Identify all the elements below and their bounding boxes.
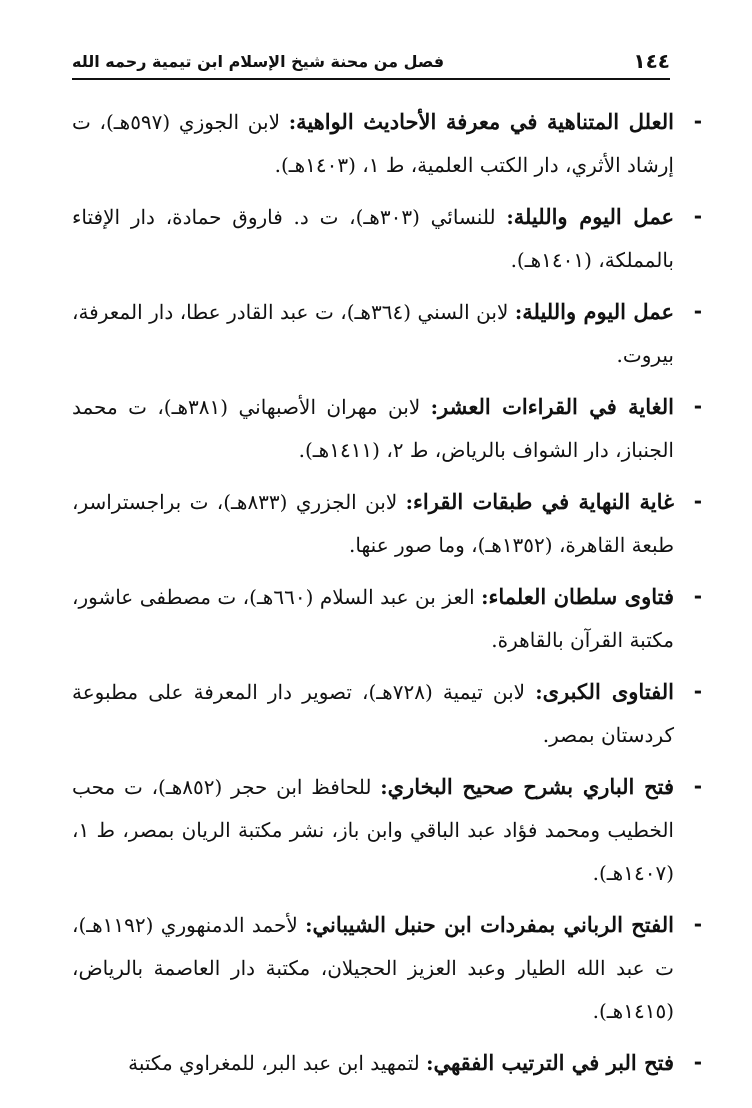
bibliography-list [72,100,702,1093]
entry-title: الفتاوى الكبرى [542,679,675,704]
page-number: ١٤٤ [633,49,670,73]
entry-details: العز بن عبد السلام (٦٦٠هـ)، ت مصطفى عاشور، مكتبة القرآن بالقاهرة. [72,585,674,652]
entry-details: للحافظ ابن حجر (٨٥٢هـ)، ت محب الخطيب ومحمد فؤاد عبد الباقي وابن باز، نشر مكتبة الريان بمصر، ط ١، (١٤٠٧هـ). [72,775,674,885]
bibliography-entry [72,290,702,377]
entry-title: عمل اليوم والليلة [522,299,674,324]
bibliography-entry [72,1041,702,1085]
entry-separator: : [380,775,388,799]
bibliography-entry [72,765,702,895]
entry-details: لابن الجزري (٨٣٣هـ)، ت براجستراسر، طبعة القاهرة، (١٣٥٢هـ)، وما صور عنها. [72,490,674,557]
entry-separator: : [535,680,543,704]
bibliography-entry [72,100,702,187]
entry-details: لابن السني (٣٦٤هـ)، ت عبد القادر عطا، دار المعرفة، بيروت. [72,300,674,367]
entry-separator: : [506,205,514,229]
entry-bullet: - [693,109,702,133]
bibliography-entry [72,575,702,662]
entry-details: لابن الجوزي (٥٩٧هـ)، ت إرشاد الأثري، دار الكتب العلمية، ط ١، (١٤٠٣هـ). [72,110,674,177]
bibliography-entry [72,480,702,567]
entry-title: عمل اليوم والليلة [513,204,674,229]
entry-title: العلل المتناهية في معرفة الأحاديث الواهية [296,109,675,134]
entry-separator: : [481,585,489,609]
entry-bullet: - [693,204,702,228]
entry-bullet: - [693,679,702,703]
bibliography-entry [72,195,702,282]
entry-title: الغاية في القراءات العشر [438,394,675,419]
entry-separator: : [405,490,414,514]
entry-bullet: - [693,584,702,608]
running-title: فصل من محنة شيخ الإسلام ابن تيمية رحمه الله [72,51,445,71]
entry-title: فتح البر في الترتيب الفقهي [433,1050,674,1075]
entry-separator: : [426,1051,434,1075]
bibliography-entry [72,903,702,1033]
entry-title: فتح الباري بشرح صحيح البخاري [387,774,675,799]
entry-separator: : [514,300,523,324]
page-header [72,44,670,80]
entry-separator: : [430,395,439,419]
entry-bullet: - [693,394,702,418]
entry-details: لابن مهران الأصبهاني (٣٨١هـ)، ت محمد الجنباز، دار الشواف بالرياض، ط ٢، (١٤١١هـ). [72,395,674,462]
entry-title: فتاوى سلطان العلماء [488,584,674,609]
entry-title: غاية النهاية في طبقات القراء [413,489,675,514]
entry-details: لتمهيد ابن عبد البر، للمغراوي مكتبة [128,1051,427,1075]
entry-separator: : [305,913,313,937]
entry-bullet: - [693,774,702,798]
entry-details: لأحمد الدمنهوري (١١٩٢هـ)، ت عبد الله الطيار وعبد العزيز الحجيلان، مكتبة دار العاصمة بالرياض، (١٤١٥هـ). [72,913,675,1023]
entry-bullet: - [693,489,702,513]
bibliography-entry [72,385,702,472]
entry-bullet: - [693,912,702,936]
entry-separator: : [288,110,297,134]
entry-bullet: - [693,1050,702,1074]
entry-bullet: - [693,299,702,323]
entry-details: للنسائي (٣٠٣هـ)، ت د. فاروق حمادة، دار الإفتاء بالمملكة، (١٤٠١هـ). [72,205,674,272]
entry-details: لابن تيمية (٧٢٨هـ)، تصوير دار المعرفة على مطبوعة كردستان بمصر. [72,680,674,747]
bibliography-entry [72,670,702,757]
entry-title: الفتح الرباني بمفردات ابن حنبل الشيباني [312,912,675,937]
